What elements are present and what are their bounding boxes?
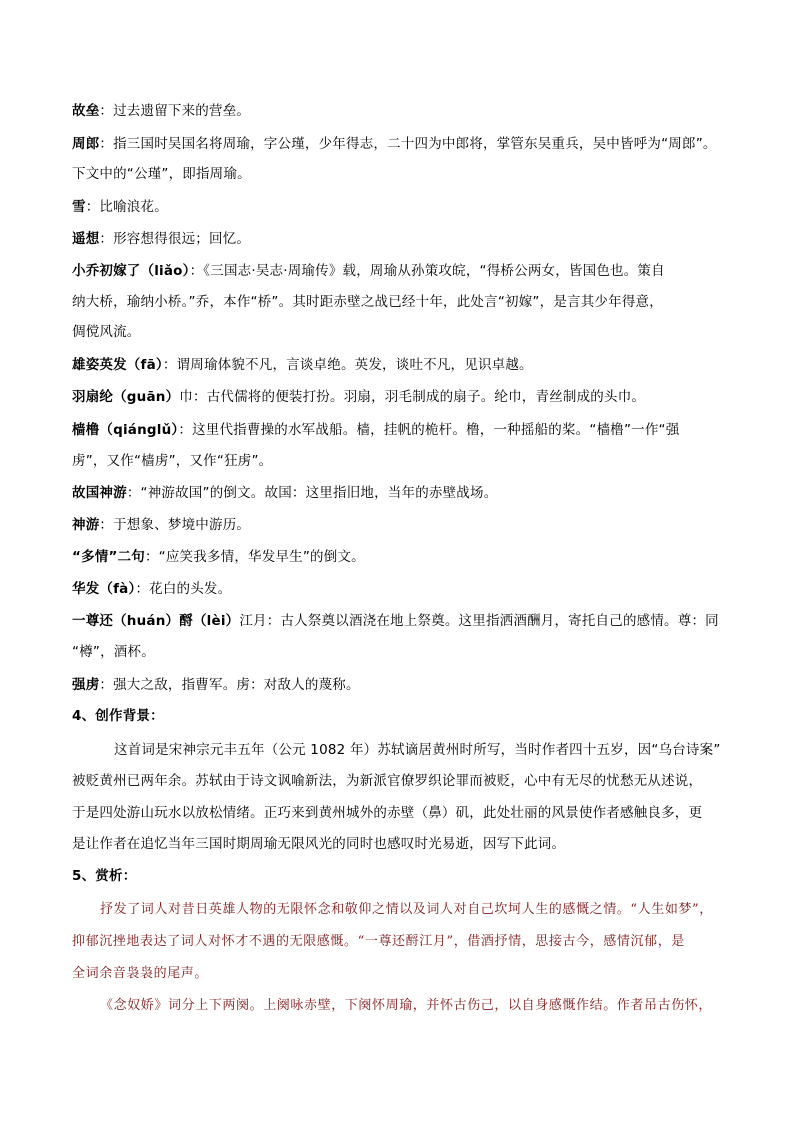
- note-text: ：这里代指曹操的水军战船。樯，挂帆的桅杆。橹，一种摇船的桨。“樯橹”一作“强: [178, 422, 680, 438]
- note-text: ：指三国时吴国名将周瑜，字公瑾，少年得志，二十四为中郎将，掌管东吴重兵，吴中皆呼为“周郎”。: [99, 136, 717, 152]
- background-paragraph-line: 是让作者在追忆当年三国时期周瑜无限风光的同时也感叹时光易逝，因写下此词。: [72, 836, 566, 852]
- section-heading-appreciation: 5、赏析：: [72, 868, 137, 884]
- note-line: [72, 101, 752, 121]
- note-text: ：比喻浪花。: [85, 199, 168, 215]
- note-continuation: 倜傥风流。: [72, 324, 141, 340]
- note-text: 江月：古人祭奠以酒浇在地上祭奠。这里指洒酒酬月，寄托自己的感情。尊：同: [239, 613, 719, 629]
- note-term: 羽扇纶（guān）: [72, 389, 180, 405]
- note-term: 雄姿英发（fā）: [72, 357, 163, 373]
- note-line: [72, 515, 752, 535]
- section-heading-background: 4、创作背景：: [72, 708, 164, 724]
- note-term: 华发（fà）: [72, 581, 136, 597]
- note-term: 一尊还（huán）酹（lèi）: [72, 613, 240, 629]
- note-line: [72, 387, 752, 407]
- note-continuation: 下文中的“公瑾”，即指周瑜。: [72, 166, 251, 182]
- background-paragraph-line: 这首词是宋神宗元丰五年（公元 1082 年）苏轼谪居黄州时所写，当时作者四十五岁，因“乌台诗案”: [114, 742, 721, 758]
- note-text: ：形容想得很远；回忆。: [99, 231, 251, 247]
- note-line: [72, 197, 752, 217]
- note-term: 小乔初嫁了（liǎo）: [72, 263, 190, 279]
- note-term: 遥想: [72, 231, 100, 247]
- note-line: [72, 547, 752, 567]
- note-line: [72, 261, 752, 281]
- appreciation-paragraph-line: 抑郁沉挫地表达了词人对怀才不遇的无限感慨。“一尊还酹江月”，借酒抒情，思接古今，感情沉郁，是: [72, 934, 685, 949]
- note-term: 强虏: [72, 677, 100, 693]
- appreciation-paragraph-line: 抒发了词人对昔日英雄人物的无限怀念和敬仰之情以及词人对自己坎坷人生的感慨之情。“人生如梦”，: [100, 902, 713, 917]
- appreciation-paragraph-line: 《念奴娇》词分上下两阕。上阕咏赤壁，下阕怀周瑜，并怀古伤己，以自身感慨作结。作者吊古伤怀，: [100, 998, 713, 1013]
- note-line: [72, 579, 752, 599]
- note-line: [72, 483, 752, 503]
- note-line: [72, 675, 752, 695]
- note-term: 神游: [72, 517, 100, 533]
- note-text: ：“应笑我多情，华发早生”的倒文。: [144, 549, 365, 565]
- note-text: ：花白的头发。: [135, 581, 232, 597]
- note-text: ：过去遗留下来的营垒。: [99, 103, 251, 119]
- note-text: ：《三国志·吴志·周瑜传》载，周瑜从孙策攻皖，“得桥公两女，皆国色也。策自: [189, 263, 665, 279]
- background-paragraph-line: 于是四处游山玩水以放松情绪。正巧来到黄州城外的赤壁（鼻）矶，此处壮丽的风景使作者感触良多，更: [72, 805, 703, 821]
- background-paragraph-line: 被贬黄州已两年余。苏轼由于诗文讽喻新法，为新派官僚罗织论罪而被贬，心中有无尽的忧愁无从述说，: [72, 773, 703, 789]
- note-term: 樯橹（qiánglǔ）: [72, 422, 179, 438]
- note-term: 周郎: [72, 136, 100, 152]
- note-term: 故国神游: [72, 485, 127, 501]
- note-term: 雪: [72, 199, 86, 215]
- note-line: [72, 229, 752, 249]
- note-continuation: 纳大桥，瑜纳小桥。”乔，本作“桥”。其时距赤壁之战已经十年，此处言“初嫁”，是言其少年得意，: [72, 294, 663, 310]
- note-text: ：强大之敌，指曹军。虏：对敌人的蔑称。: [99, 677, 360, 693]
- note-line: [72, 420, 752, 440]
- note-continuation: “樽”，酒杯。: [72, 644, 155, 660]
- note-text: ：于想象、梦境中游历。: [99, 517, 251, 533]
- note-line: [72, 611, 752, 631]
- note-continuation: 虏”，又作“樯虏”，又作“狂虏”。: [72, 453, 273, 469]
- appreciation-paragraph-line: 全词余音袅袅的尾声。: [72, 966, 209, 981]
- note-text: ：“神游故国”的倒文。故国：这里指旧地，当年的赤壁战场。: [126, 485, 498, 501]
- note-text: ：谓周瑜体貌不凡，言谈卓绝。英发，谈吐不凡，见识卓越。: [162, 357, 533, 373]
- note-line: [72, 134, 752, 154]
- note-line: [72, 355, 752, 375]
- note-text: 巾：古代儒将的便装打扮。羽扇，羽毛制成的扇子。纶巾，青丝制成的头巾。: [179, 389, 646, 405]
- note-term: “多情”二句: [72, 549, 145, 565]
- note-term: 故垒: [72, 103, 100, 119]
